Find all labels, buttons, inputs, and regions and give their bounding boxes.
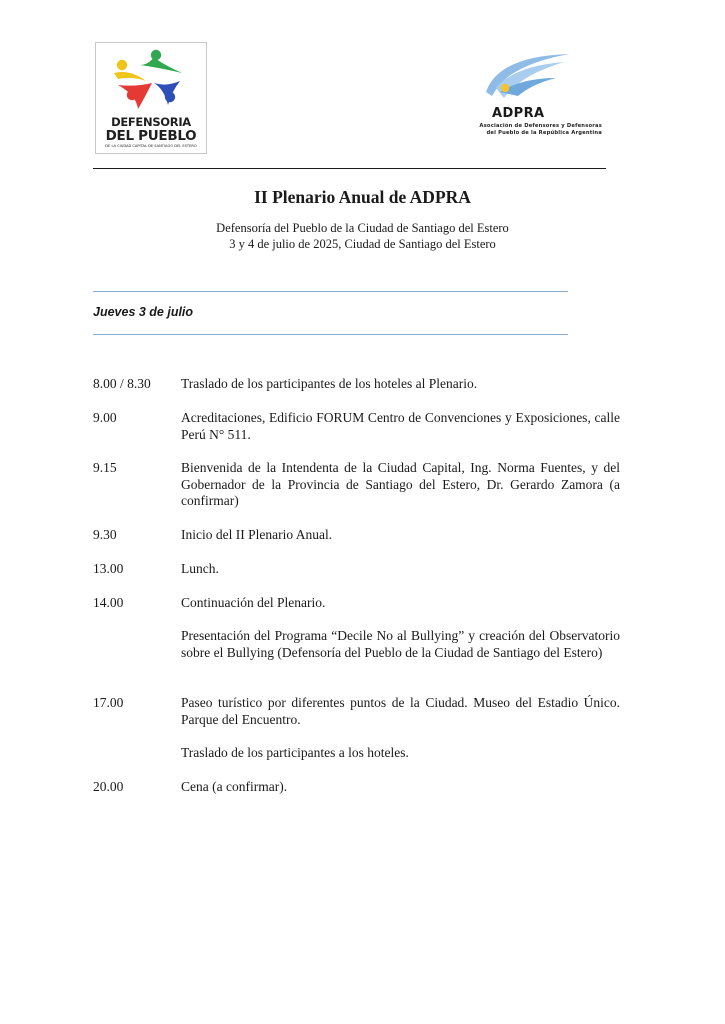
logo-yellow-body [114,72,146,81]
adpra-sun-icon [501,84,509,92]
subtitle-organizer: Defensoría del Pueblo de la Ciudad de Santiago del Estero [216,221,509,235]
logo-text-line1: DEFENSORIA [111,115,191,129]
section-rule-bottom [93,334,568,335]
schedule-text: Paseo turístico por diferentes puntos de la Ciudad. Museo del Estadio Único. Parque del Encuentro. [181,695,620,727]
logo-green-head [151,50,161,60]
header-rule [93,168,606,169]
schedule-text: Continuación del Plenario. [181,595,326,610]
schedule-text: Bienvenida de la Intendenta de la Ciudad Capital, Ing. Norma Fuentes, y del Gobernador de la Provincia de Santiago del Estero, Dr. Gerardo Zamora (a confirmar) [181,460,620,509]
adpra-logo-graphic [452,52,602,108]
schedule-text: Acreditaciones, Edificio FORUM Centro de Convenciones y Exposiciones, calle Perú N° 511. [181,410,620,442]
schedule-time: 9.30 [93,527,117,542]
logo-red-body [118,83,152,109]
day-heading: Jueves 3 de julio [93,305,194,319]
adpra-logo [452,52,602,137]
schedule-time: 20.00 [93,779,124,794]
adpra-logo-sub2: del Pueblo de la República Argentina [486,130,602,136]
adpra-logo-name: ADPRA [492,106,545,121]
schedule-text: Inicio del II Plenario Anual. [181,527,333,542]
logo-text-line2: DEL PUEBLO [105,128,197,144]
schedule-time: 14.00 [93,595,124,610]
subtitle-date-place: 3 y 4 de julio de 2025, Ciudad de Santiago del Estero [229,237,496,251]
schedule-time: 17.00 [93,695,124,710]
logo-green-body [140,57,182,73]
logo-blue-body [154,81,180,105]
schedule-text: Cena (a confirmar). [181,779,288,794]
schedule-time: 13.00 [93,561,124,576]
schedule-text: Presentación del Programa “Decile No al Bullying” y creación del Observatorio sobre el Bullying (Defensoría del Pueblo de la Ciudad de Santiago del Estero) [181,628,620,660]
adpra-logo-sub1: Asociación de Defensores y Defensoras [479,123,602,129]
page-title: II Plenario Anual de ADPRA [254,187,471,207]
schedule-text: Traslado de los participantes a los hoteles. [181,745,409,760]
defensoria-logo-figures [96,43,206,115]
schedule-time: 8.00 / 8.30 [93,376,151,391]
schedule-text: Traslado de los participantes de los hoteles al Plenario. [181,376,478,391]
defensoria-logo [95,42,207,154]
logo-text-line3: DE LA CIUDAD CAPITAL DE SANTIAGO DEL ESTERO [105,144,197,148]
logo-yellow-head [117,60,127,70]
schedule-text: Lunch. [181,561,219,576]
schedule-time: 9.00 [93,410,117,425]
section-rule-top [93,291,568,292]
schedule-time: 9.15 [93,460,117,475]
